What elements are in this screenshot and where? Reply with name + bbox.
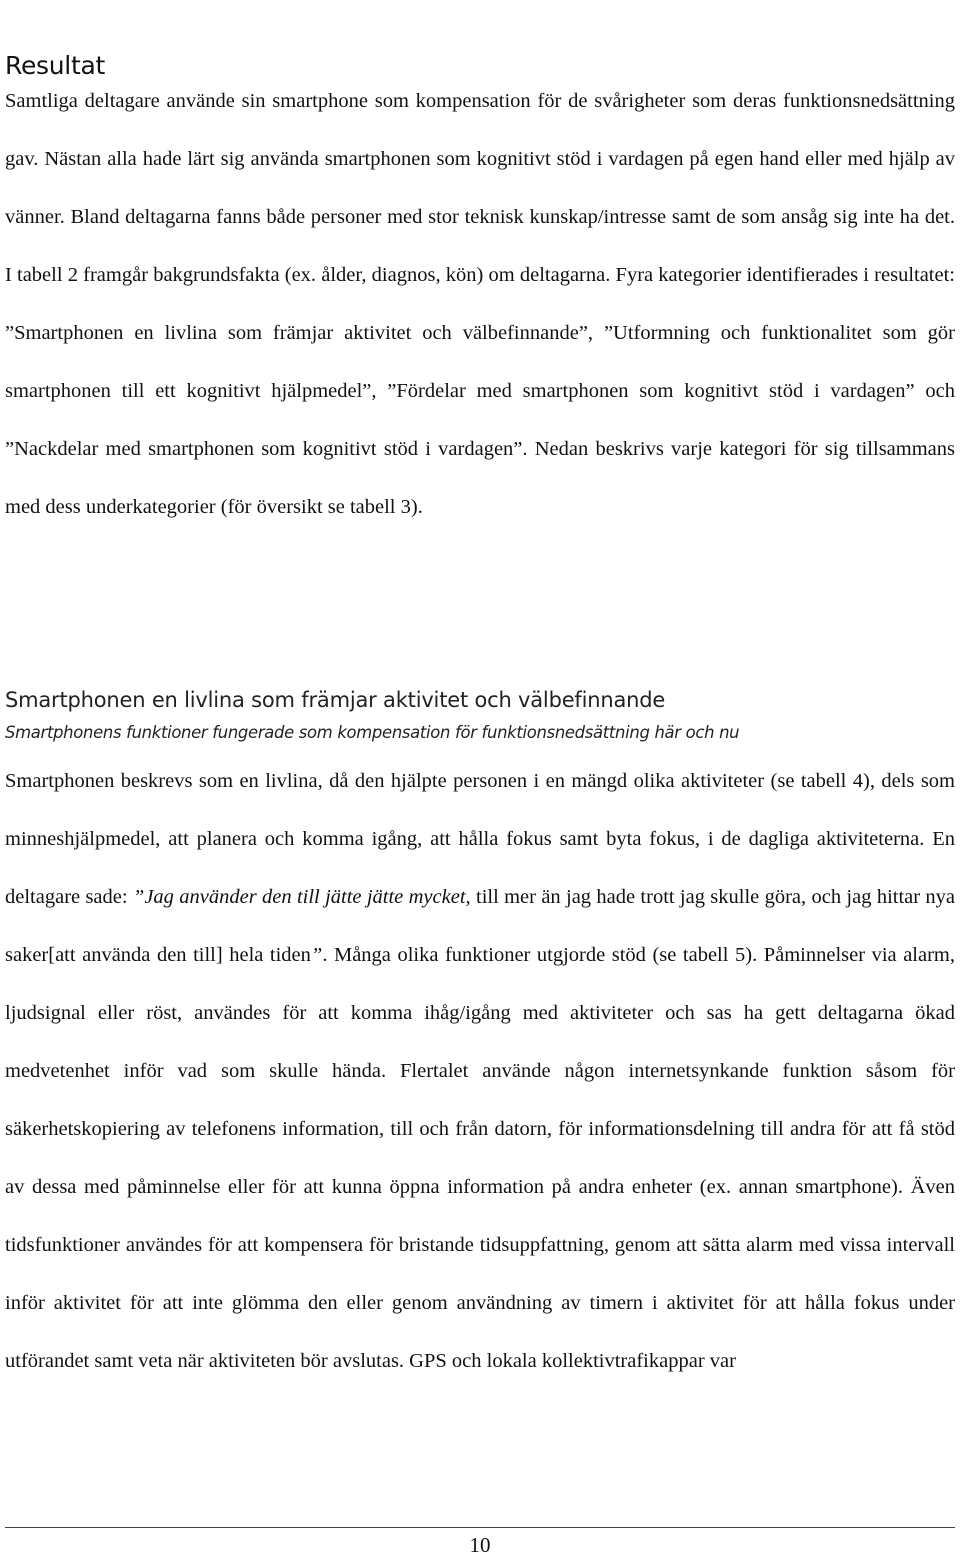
results-intro-paragraph: Samtliga deltagare använde sin smartphone som kompensation för de svårigheter som deras funktionsnedsättning gav. Nästan alla hade lärt sig använda smartphonen som kognitivt stöd i vardagen på egen hand eller med hjälp av vänner. Bland deltagarna fanns både personer med stor teknisk kunskap/intresse samt de som ansåg sig inte ha det. I tabell 2 framgår bakgrundsfakta (ex. ålder, diagnos, kön) om deltagarna. Fyra kategorier identifierades i resultatet: ”Smartphonen en livlina som främjar aktivitet och välbefinnande”, ”Utformning och funktionalitet som gör smartphonen till ett kognitivt hjälpmedel”, ”Fördelar med smartphonen som kognitivt stöd i vardagen” och ”Nackdelar med smartphonen som kognitivt stöd i vardagen”. Nedan beskrivs varje kategori för sig tillsammans med dess underkategorier (för översikt se tabell 3). bbox=[5, 90, 955, 518]
section-heading: Resultat bbox=[5, 51, 105, 80]
participant-quote-continued: till mer än jag hade trott jag skulle göra, och jag hittar nya saker[att använda den till] hela tiden bbox=[5, 886, 956, 966]
category-heading: Smartphonen en livlina som främjar aktivitet och välbefinnande bbox=[5, 688, 666, 712]
paragraph-text-after-quote: . Många olika funktioner utgjorde stöd (se tabell 5). Påminnelser via alarm, ljudsignal eller röst, användes för att komma ihåg/igång med aktiviteter och sas ha gett deltagarna ökad medvetenhet inför vad som skulle hända. Flertalet använde någon internetsynkande funktion såsom för säkerhetskopiering av telefonens information, till och från datorn, för informationsdelning till andra för att få stöd av dessa med påminnelse eller för att kunna öppna information på andra enheter (ex. annan smartphone). Även tidsfunktioner användes för att kompensera för bristande tidsuppfattning, genom att sätta alarm med vissa intervall inför aktivitet för att inte glömma den eller genom användning av timern i aktivitet för att hålla fokus under utförandet samt veta när aktiviteten bör avslutas. GPS och lokala kollektivtrafikappar var bbox=[5, 944, 955, 1372]
paragraph-text-before-quote: Smartphonen beskrevs som en livlina, då den hjälpte personen i en mängd olika aktiviteter (se tabell 4), dels som minneshjälpmedel, att planera och komma igång, att hålla fokus samt byta fokus, i de dagliga aktiviteterna. En deltagare sade: bbox=[5, 770, 955, 908]
footer-divider bbox=[5, 1527, 955, 1528]
participant-quote-start: ”Jag använder den till jätte jätte mycket, bbox=[132, 886, 471, 908]
page-number: 10 bbox=[469, 1533, 491, 1557]
document-page bbox=[5, 0, 955, 1557]
subcategory-heading: Smartphonens funktioner fungerade som kompensation för funktionsnedsättning här och nu bbox=[5, 723, 740, 742]
category-paragraph bbox=[5, 752, 955, 1390]
participant-quote-end: ” bbox=[310, 944, 323, 966]
